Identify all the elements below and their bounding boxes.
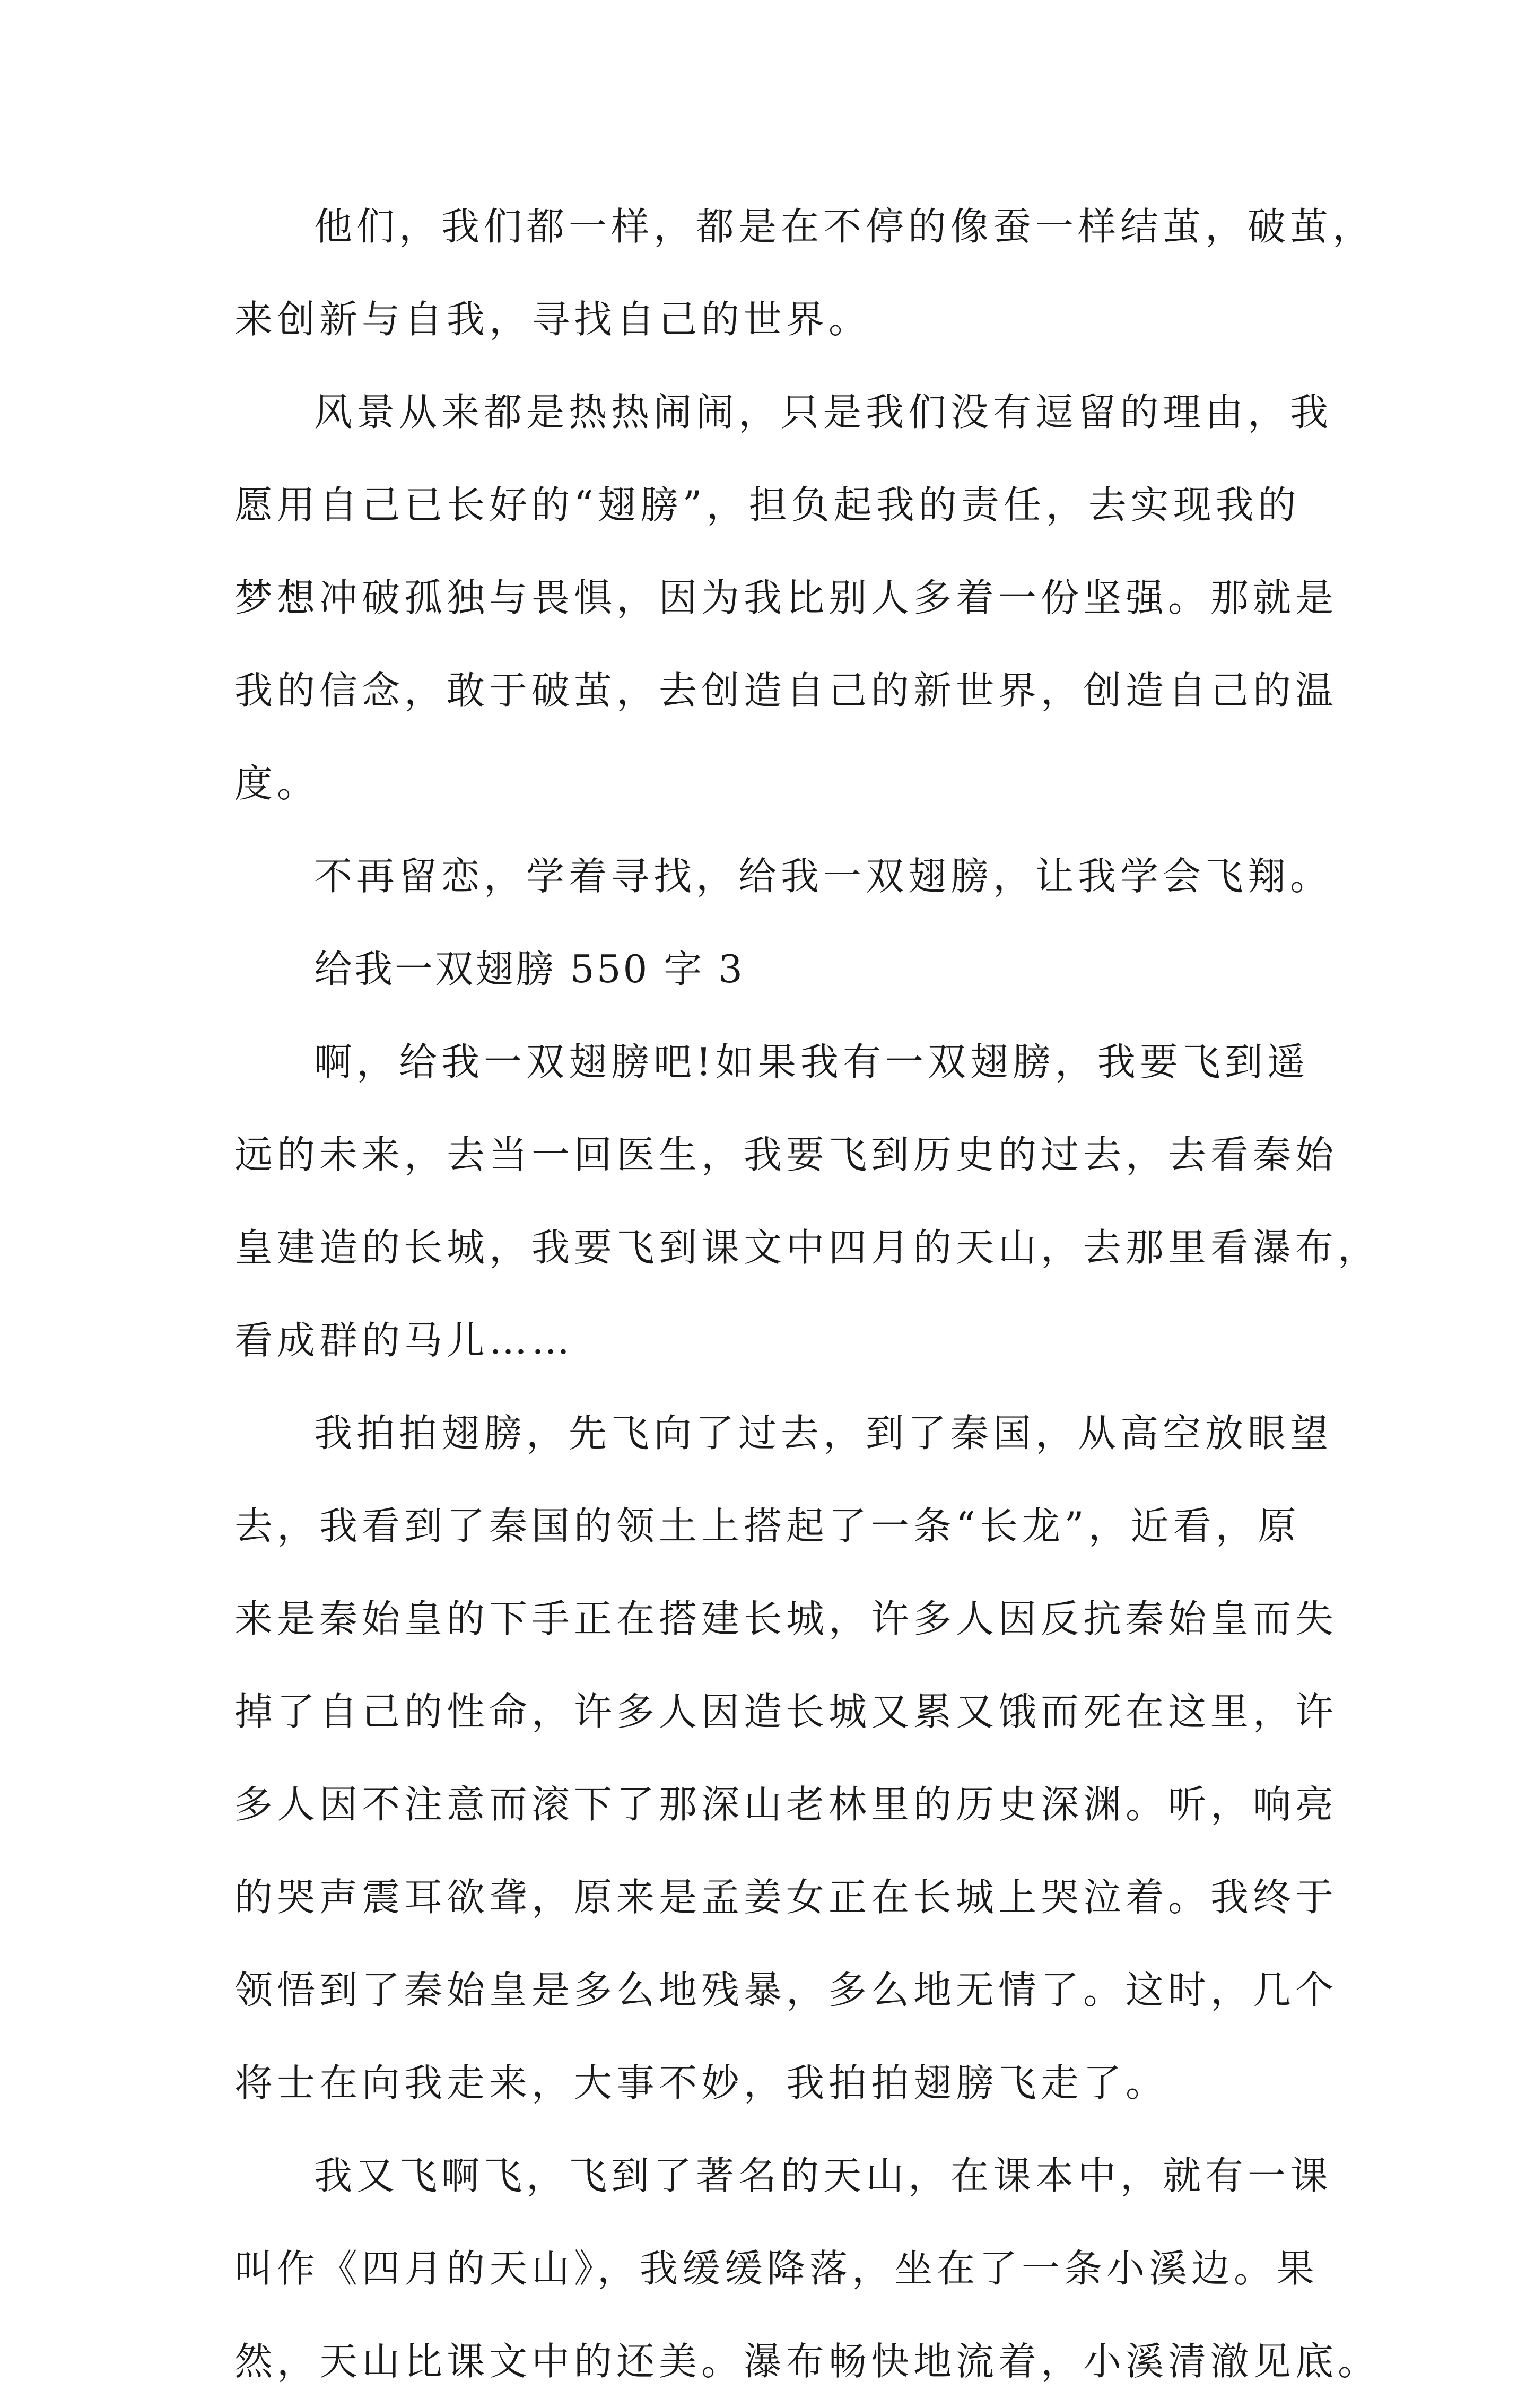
text-line: 皇建造的长城，我要飞到课文中四月的天山，去那里看瀑布， <box>234 1225 1381 1270</box>
text-line: 叫作《四月的天山》，我缓缓降落，坐在了一条小溪边。果 <box>234 2246 1319 2291</box>
text-line: 我的信念，敢于破茧，去创造自己的新世界，创造自己的温 <box>234 668 1338 713</box>
paragraph-3 <box>234 830 1333 923</box>
paragraph-1 <box>234 180 1375 366</box>
paragraph-5 <box>234 1387 1338 2130</box>
text-line: 啊，给我一双翅膀吧!如果我有一双翅膀，我要飞到遥 <box>314 1040 1310 1084</box>
text-line: 多人因不注意而滚下了那深山老林里的历史深渊。听，响亮 <box>234 1782 1338 1827</box>
text-line: 去，我看到了秦国的领土上搭起了一条“长龙”，近看，原 <box>234 1504 1301 1548</box>
text-line: 我拍拍翅膀，先飞向了过去，到了秦国，从高空放眼望 <box>314 1411 1333 1455</box>
text-line: 掉了自己的性命，许多人因造长城又累又饿而死在这里，许 <box>234 1689 1338 1734</box>
text-line: 风景从来都是热热闹闹，只是我们没有逗留的理由，我 <box>314 390 1333 434</box>
text-line: 度。 <box>234 761 320 806</box>
text-line: 我又飞啊飞，飞到了著名的天山，在课本中，就有一课 <box>314 2153 1333 2198</box>
text-line: 来是秦始皇的下手正在搭建长城，许多人因反抗秦始皇而失 <box>234 1596 1338 1641</box>
text-line: 远的未来，去当一回医生，我要飞到历史的过去，去看秦始 <box>234 1132 1338 1177</box>
document-body <box>234 180 1381 2408</box>
paragraph-2 <box>234 366 1338 830</box>
text-line: 的哭声震耳欲聋，原来是孟姜女正在长城上哭泣着。我终于 <box>234 1875 1338 1920</box>
text-line: 不再留恋，学着寻找，给我一双翅膀，让我学会飞翔。 <box>314 854 1333 898</box>
text-line: 然，天山比课文中的还美。瀑布畅快地流着，小溪清澈见底。 <box>234 2339 1381 2384</box>
text-line: 愿用自己已长好的“翅膀”，担负起我的责任，去实现我的 <box>234 483 1301 527</box>
text-line: 看成群的马儿…… <box>234 1318 574 1363</box>
section-title: 给我一双翅膀 550 字 3 <box>314 947 745 991</box>
text-line: 来创新与自我，寻找自己的世界。 <box>234 297 871 342</box>
paragraph-4 <box>234 1016 1381 1387</box>
paragraph-6 <box>234 2130 1381 2408</box>
text-line: 将士在向我走来，大事不妙，我拍拍翅膀飞走了。 <box>234 2061 1168 2105</box>
text-line: 他们，我们都一样，都是在不停的像蚕一样结茧，破茧， <box>314 204 1375 249</box>
text-line: 领悟到了秦始皇是多么地残暴，多么地无情了。这时，几个 <box>234 1968 1338 2012</box>
section-heading <box>234 923 1322 1016</box>
text-line: 梦想冲破孤独与畏惧，因为我比别人多着一份坚强。那就是 <box>234 575 1338 620</box>
